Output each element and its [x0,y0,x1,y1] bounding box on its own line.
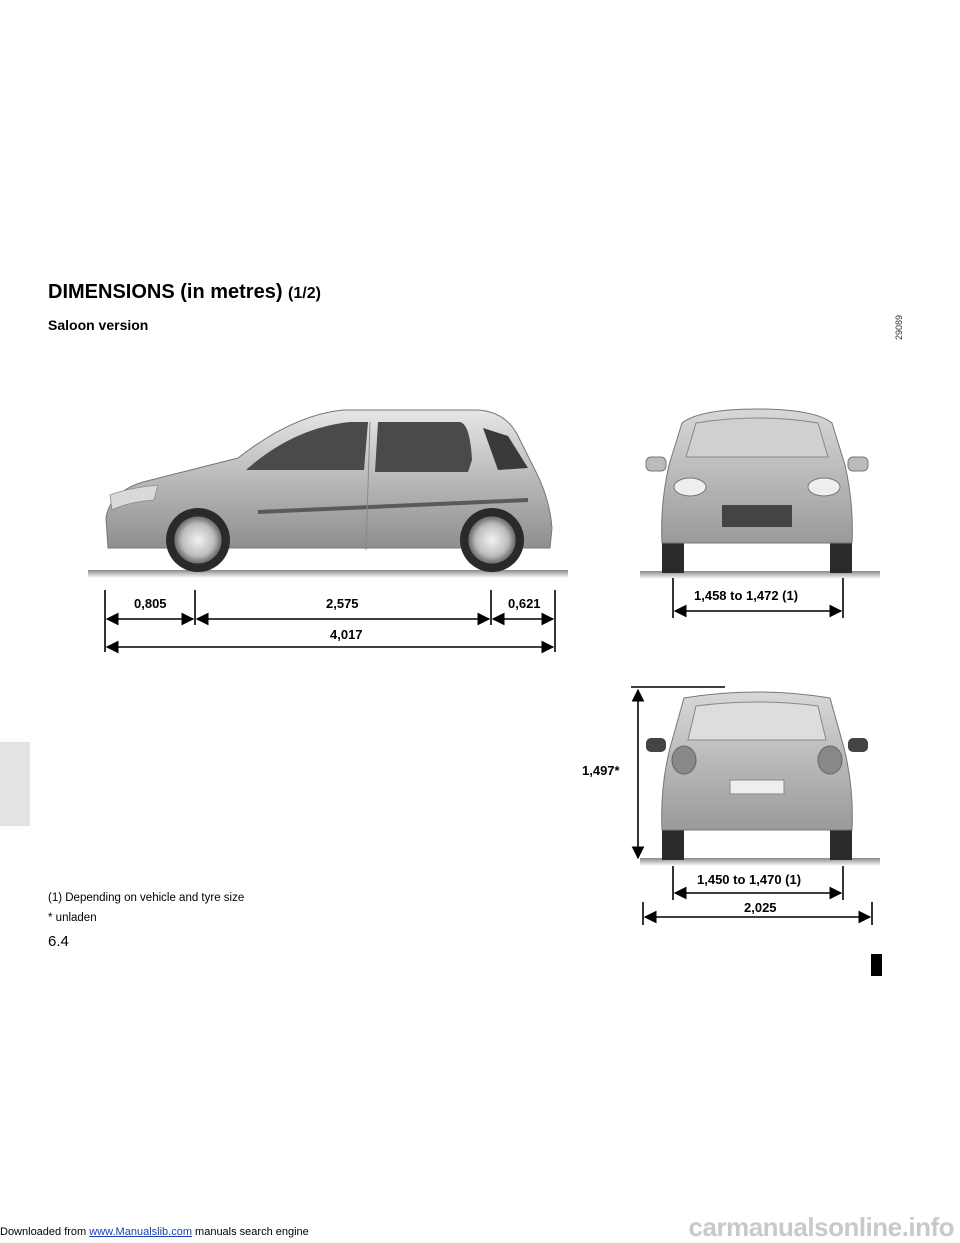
image-reference: 29089 [894,314,904,340]
manualslib-link[interactable]: www.Manualslib.com [89,1226,192,1238]
footer-prefix: Downloaded from [0,1226,90,1238]
dimension-height: 1,497* [582,763,620,778]
footnote-tyre-size: (1) Depending on vehicle and tyre size [48,892,245,904]
dimension-overall-width: 2,025 [744,900,777,915]
dimension-front-overhang: 0,805 [134,596,167,611]
end-of-section-marker [871,954,882,976]
dimension-wheelbase: 2,575 [326,596,359,611]
dimension-rear-track: 1,450 to 1,470 (1) [697,872,802,887]
footer-suffix: manuals search engine [191,1226,309,1238]
download-footer [0,1226,309,1238]
site-watermark: carmanualsonline.info [688,1212,954,1242]
page-number: 6.4 [48,933,69,950]
dimension-front-track: 1,458 to 1,472 (1) [694,588,799,603]
footnote-unladen: * unladen [48,912,97,924]
section-subtitle: Saloon version [48,317,149,333]
page-title-text: DIMENSIONS (in metres) [48,281,283,303]
dimension-rear-overhang: 0,621 [508,596,541,611]
page-title-part: (1/2) [288,285,321,302]
dimension-overall-length: 4,017 [330,627,363,642]
